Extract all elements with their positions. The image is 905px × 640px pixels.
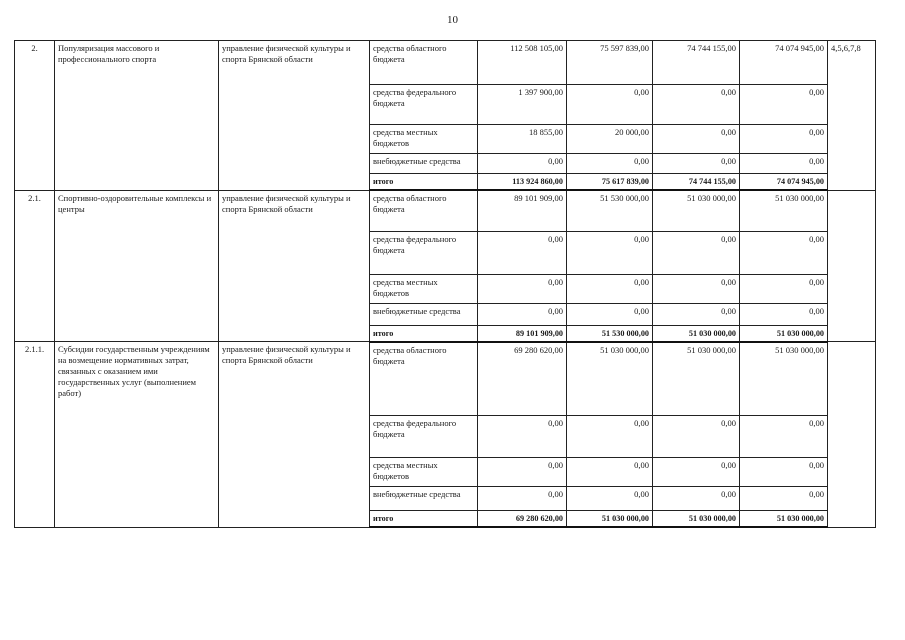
section-code: 2.1.1. <box>15 342 55 528</box>
amount-col-4: 0,00 <box>740 274 828 303</box>
amount-col-1: 89 101 909,00 <box>478 190 567 231</box>
amount-col-1: 0,00 <box>478 274 567 303</box>
amount-col-1: 89 101 909,00 <box>478 325 567 342</box>
target-indicators <box>828 342 876 528</box>
table-row <box>15 190 876 231</box>
amount-col-3: 0,00 <box>653 303 740 325</box>
section-name: Спортивно-оздоровительные комплексы и центры <box>55 190 219 342</box>
amount-col-3: 0,00 <box>653 487 740 511</box>
amount-col-4: 51 030 000,00 <box>740 511 828 528</box>
section-code: 2. <box>15 41 55 191</box>
funding-source: итого <box>370 325 478 342</box>
amount-col-1: 69 280 620,00 <box>478 511 567 528</box>
amount-col-4: 0,00 <box>740 303 828 325</box>
amount-col-4: 51 030 000,00 <box>740 325 828 342</box>
amount-col-3: 0,00 <box>653 154 740 174</box>
amount-col-3: 0,00 <box>653 85 740 125</box>
amount-col-1: 0,00 <box>478 458 567 487</box>
amount-col-1: 113 924 860,00 <box>478 174 567 191</box>
amount-col-1: 69 280 620,00 <box>478 342 567 416</box>
amount-col-1: 0,00 <box>478 231 567 274</box>
amount-col-2: 20 000,00 <box>567 125 653 154</box>
section-name: Популяризация массового и профессионального спорта <box>55 41 219 191</box>
funding-source: средства областного бюджета <box>370 190 478 231</box>
amount-col-3: 0,00 <box>653 458 740 487</box>
section-name: Субсидии государственным учреждениям на возмещение нормативных затрат, связанных с оказанием ими государственных услуг (выполнением работ) <box>55 342 219 528</box>
funding-source: внебюджетные средства <box>370 303 478 325</box>
amount-col-3: 74 744 155,00 <box>653 174 740 191</box>
amount-col-4: 0,00 <box>740 458 828 487</box>
amount-col-4: 0,00 <box>740 231 828 274</box>
target-indicators: 4,5,6,7,8 <box>828 41 876 191</box>
amount-col-3: 0,00 <box>653 416 740 458</box>
funding-source: внебюджетные средства <box>370 154 478 174</box>
funding-source: средства областного бюджета <box>370 342 478 416</box>
section-code: 2.1. <box>15 190 55 342</box>
table-row <box>15 342 876 416</box>
amount-col-2: 0,00 <box>567 231 653 274</box>
amount-col-3: 51 030 000,00 <box>653 342 740 416</box>
funding-source: внебюджетные средства <box>370 487 478 511</box>
funding-source: средства областного бюджета <box>370 41 478 85</box>
amount-col-4: 0,00 <box>740 487 828 511</box>
amount-col-3: 0,00 <box>653 125 740 154</box>
amount-col-2: 51 030 000,00 <box>567 342 653 416</box>
amount-col-1: 0,00 <box>478 154 567 174</box>
funding-source: средства местных бюджетов <box>370 274 478 303</box>
amount-col-1: 0,00 <box>478 487 567 511</box>
funding-source: средства федерального бюджета <box>370 85 478 125</box>
amount-col-4: 51 030 000,00 <box>740 342 828 416</box>
amount-col-4: 74 074 945,00 <box>740 41 828 85</box>
funding-table <box>14 40 876 528</box>
target-indicators <box>828 190 876 342</box>
amount-col-1: 0,00 <box>478 303 567 325</box>
funding-source: итого <box>370 511 478 528</box>
table-row <box>15 41 876 85</box>
funding-source: средства федерального бюджета <box>370 231 478 274</box>
section-executor: управление физической культуры и спорта Брянской области <box>219 190 370 342</box>
amount-col-2: 75 597 839,00 <box>567 41 653 85</box>
amount-col-2: 0,00 <box>567 303 653 325</box>
funding-source: итого <box>370 174 478 191</box>
section-executor: управление физической культуры и спорта Брянской области <box>219 41 370 191</box>
amount-col-2: 0,00 <box>567 487 653 511</box>
amount-col-2: 0,00 <box>567 274 653 303</box>
page-number: 10 <box>447 14 458 26</box>
funding-source: средства местных бюджетов <box>370 125 478 154</box>
funding-source: средства местных бюджетов <box>370 458 478 487</box>
amount-col-3: 51 030 000,00 <box>653 325 740 342</box>
amount-col-2: 75 617 839,00 <box>567 174 653 191</box>
amount-col-2: 0,00 <box>567 458 653 487</box>
amount-col-2: 51 530 000,00 <box>567 325 653 342</box>
section-executor: управление физической культуры и спорта Брянской области <box>219 342 370 528</box>
amount-col-3: 51 030 000,00 <box>653 511 740 528</box>
amount-col-1: 112 508 105,00 <box>478 41 567 85</box>
amount-col-3: 0,00 <box>653 231 740 274</box>
amount-col-3: 51 030 000,00 <box>653 190 740 231</box>
amount-col-3: 0,00 <box>653 274 740 303</box>
amount-col-2: 51 030 000,00 <box>567 511 653 528</box>
amount-col-1: 18 855,00 <box>478 125 567 154</box>
amount-col-4: 0,00 <box>740 154 828 174</box>
amount-col-1: 0,00 <box>478 416 567 458</box>
funding-source: средства федерального бюджета <box>370 416 478 458</box>
amount-col-1: 1 397 900,00 <box>478 85 567 125</box>
amount-col-2: 51 530 000,00 <box>567 190 653 231</box>
amount-col-4: 0,00 <box>740 125 828 154</box>
amount-col-4: 51 030 000,00 <box>740 190 828 231</box>
amount-col-4: 74 074 945,00 <box>740 174 828 191</box>
amount-col-4: 0,00 <box>740 85 828 125</box>
amount-col-3: 74 744 155,00 <box>653 41 740 85</box>
amount-col-2: 0,00 <box>567 416 653 458</box>
amount-col-2: 0,00 <box>567 85 653 125</box>
amount-col-2: 0,00 <box>567 154 653 174</box>
amount-col-4: 0,00 <box>740 416 828 458</box>
